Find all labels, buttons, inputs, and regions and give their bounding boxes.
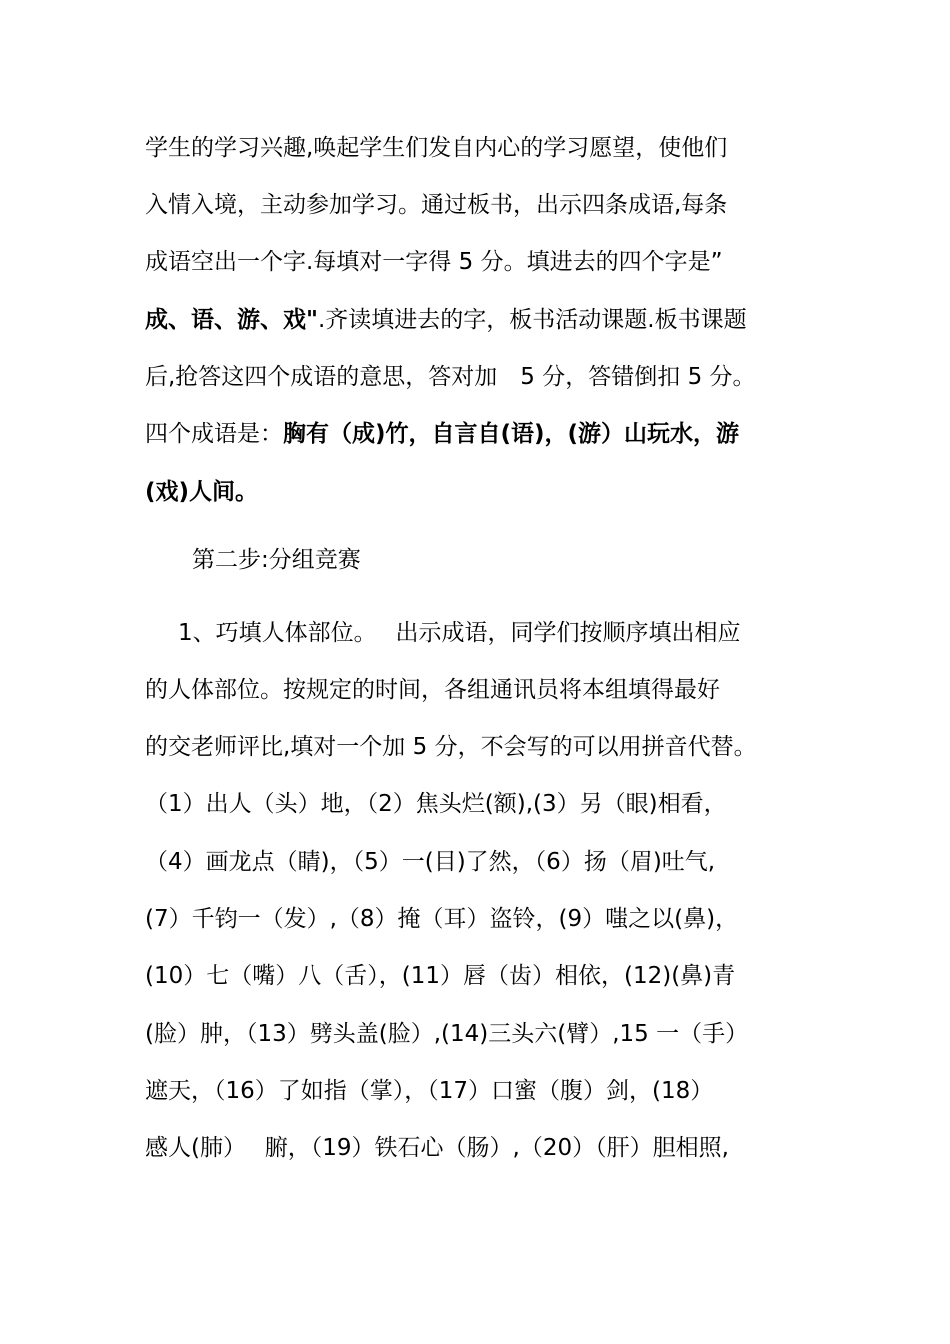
bold-text: 成、语、游、戏": [145, 307, 318, 333]
text-line: 的人体部位。按规定的时间，各组通讯员将本组填得最好: [145, 677, 720, 703]
text-line: [145, 305, 747, 335]
text-line: 感人(肺） 腑，（19）铁石心（肠）,（20）（肝）胆相照,: [145, 1135, 729, 1161]
text-line: 遮天，（16）了如指（掌），（17）口蜜（腹）剑，(18）: [145, 1078, 714, 1104]
text-line: 成语空出一个字.每填对一字得 5 分。填进去的四个字是”: [145, 249, 723, 275]
text-line: [145, 419, 739, 449]
text-line: （4）画龙点（睛)，（5）一(目)了然，（6）扬（眉)吐气,: [145, 849, 716, 875]
text-line: 入情入境，主动参加学习。通过板书，出示四条成语,每条: [145, 192, 728, 218]
text-line: (戏)人间。: [145, 479, 259, 505]
text-run: .齐读填进去的字，板书活动课题.板书课题: [317, 307, 747, 333]
text-line: （1）出人（头）地，（2）焦头烂(额),(3）另（眼)相看，: [145, 791, 727, 817]
text-line: (脸）肿，（13）劈头盖(脸）,(14)三头六(臂）,15 一（手）: [145, 1021, 749, 1047]
text-run: 四个成语是：: [145, 421, 283, 447]
text-line: 学生的学习兴趣,唤起学生们发自内心的学习愿望，使他们: [145, 135, 728, 161]
section-heading: 第二步:分组竞赛: [192, 547, 361, 573]
text-line: 后,抢答这四个成语的意思，答对加 5 分，答错倒扣 5 分。: [145, 364, 756, 390]
bold-text: 胸有（成)竹，自言自(语)，(游）山玩水，游: [283, 421, 740, 447]
text-line: 的交老师评比,填对一个加 5 分，不会写的可以用拼音代替。: [145, 734, 757, 760]
text-line: (10）七（嘴）八（舌），(11）唇（齿）相依，(12)(鼻)青: [145, 963, 736, 989]
text-line: (7）千钧一（发）,（8）掩（耳）盗铃，(9）嗤之以(鼻)，: [145, 906, 739, 932]
text-line: 1、巧填人体部位。 出示成语，同学们按顺序填出相应: [178, 620, 741, 646]
